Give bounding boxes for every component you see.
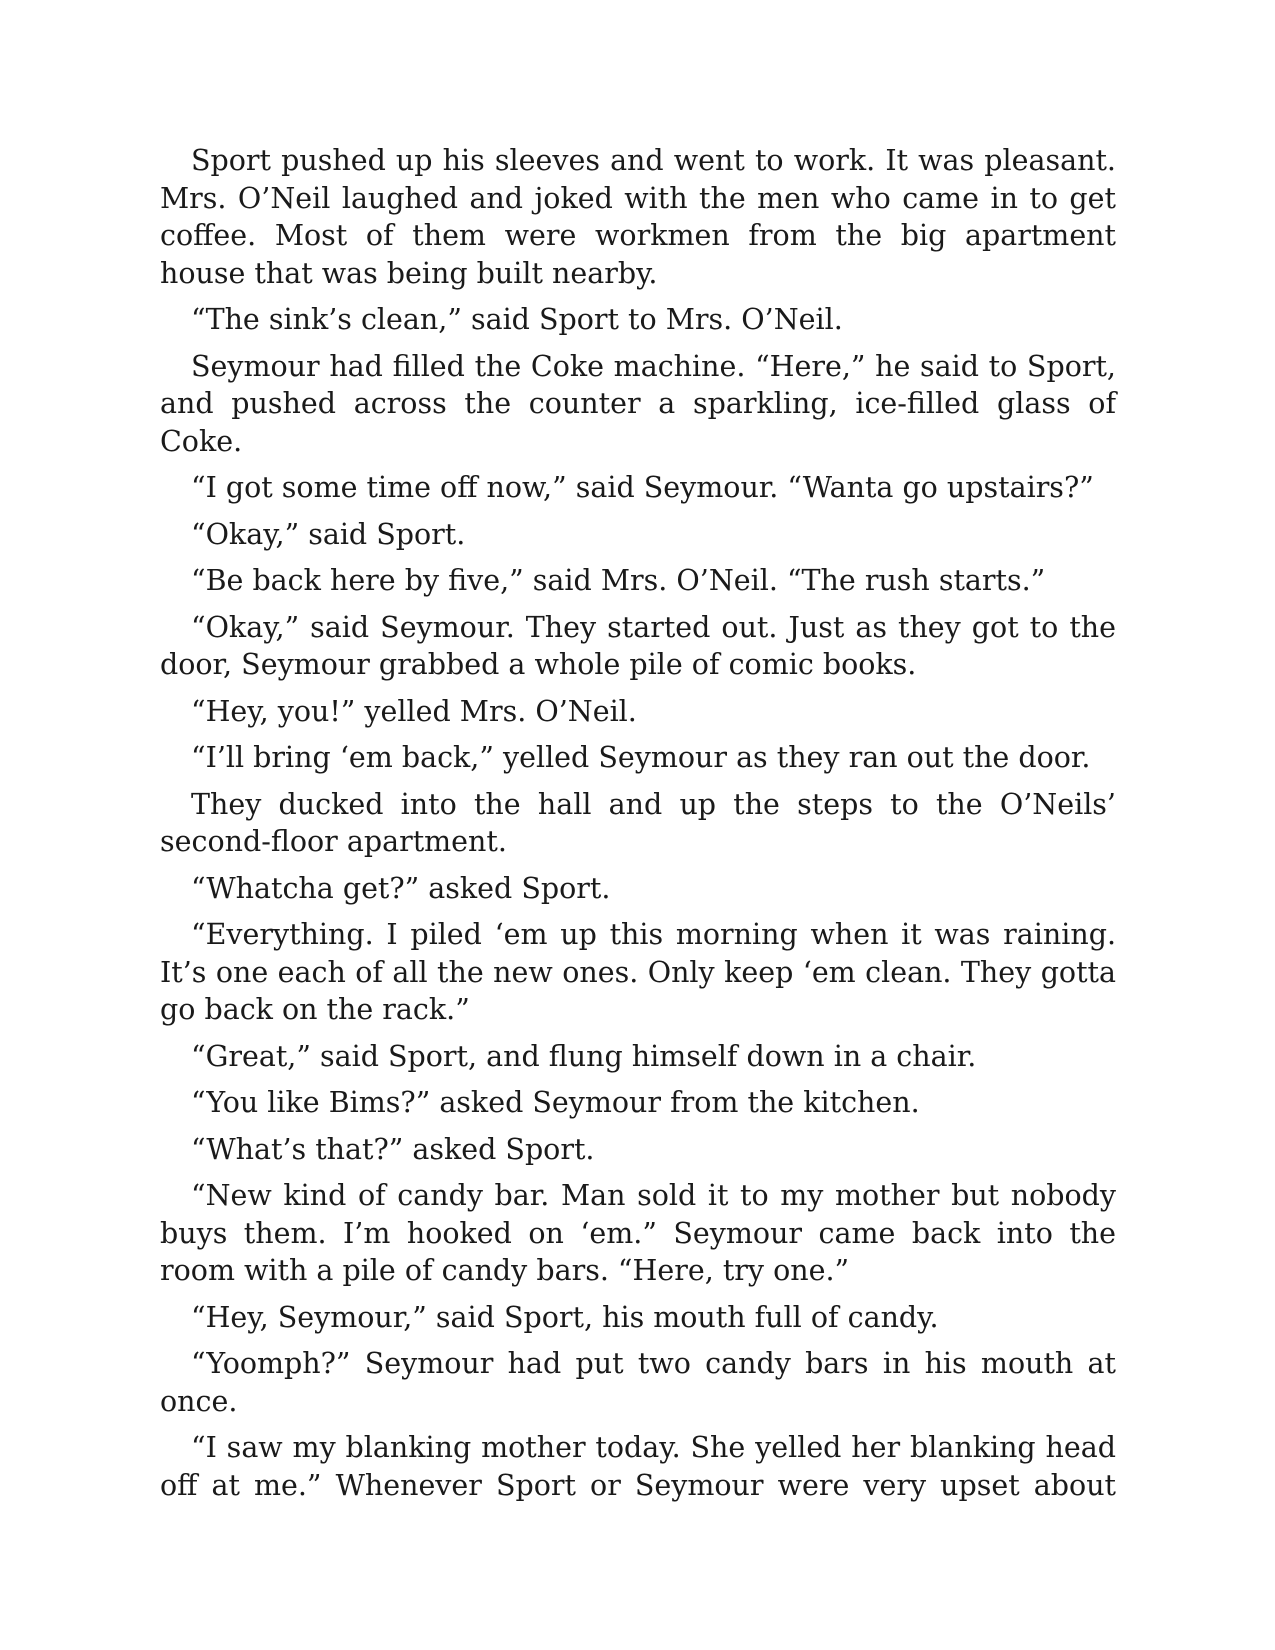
paragraph: “Hey, Seymour,” said Sport, his mouth full of candy. xyxy=(191,1300,939,1334)
book-page xyxy=(160,142,1116,1504)
paragraph: “Be back here by five,” said Mrs. O’Neil. “The rush starts.” xyxy=(191,564,1046,597)
paragraph: “You like Bims?” asked Seymour from the kitchen. xyxy=(191,1086,920,1119)
paragraph: “Great,” said Sport, and flung himself down in a chair. xyxy=(191,1039,977,1073)
paragraph: “Whatcha get?” asked Sport. xyxy=(191,871,611,905)
paragraph: “The sink’s clean,” said Sport to Mrs. O’Neil. xyxy=(191,303,843,336)
paragraph: “I’ll bring ‘em back,” yelled Seymour as they ran out the door. xyxy=(191,741,1091,774)
paragraph: “Hey, you!” yelled Mrs. O’Neil. xyxy=(191,694,637,728)
paragraph: “Okay,” said Sport. xyxy=(191,517,466,551)
paragraph: “What’s that?” asked Sport. xyxy=(191,1132,595,1166)
paragraph: “New kind of candy bar. Man sold it to my mother but nobody buys them. I’m hooked on ‘em.” Seymour came back into the room with a pile of candy bars. “Here, try one.” xyxy=(160,1179,1116,1287)
paragraph: “Okay,” said Seymour. They started out. Just as they got to the door, Seymour grabbed a whole pile of comic books. xyxy=(160,610,1116,681)
paragraph-continued: “I saw my blanking mother today. She yelled her blanking head off at me.” Whenever Sport or Seymour were very upset about xyxy=(160,1431,1116,1502)
paragraph: “Yoomph?” Seymour had put two candy bars in his mouth at once. xyxy=(160,1347,1116,1418)
paragraph: “I got some time off now,” said Seymour. “Wanta go upstairs?” xyxy=(191,471,1094,504)
paragraph: Sport pushed up his sleeves and went to work. It was pleasant. Mrs. O’Neil laughed and joked with the men who came in to get coffee. Most of them were workmen from the big apartment house that was being built nearby. xyxy=(160,144,1116,290)
paragraph: Seymour had filled the Coke machine. “Here,” he said to Sport, and pushed across the counter a sparkling, ice-filled glass of Coke. xyxy=(160,349,1116,458)
paragraph: “Everything. I piled ‘em up this morning when it was raining. It’s one each of all the new ones. Only keep ‘em clean. They gotta go back on the rack.” xyxy=(160,918,1116,1026)
paragraph: They ducked into the hall and up the steps to the O’Neils’ second-floor apartment. xyxy=(160,787,1116,858)
